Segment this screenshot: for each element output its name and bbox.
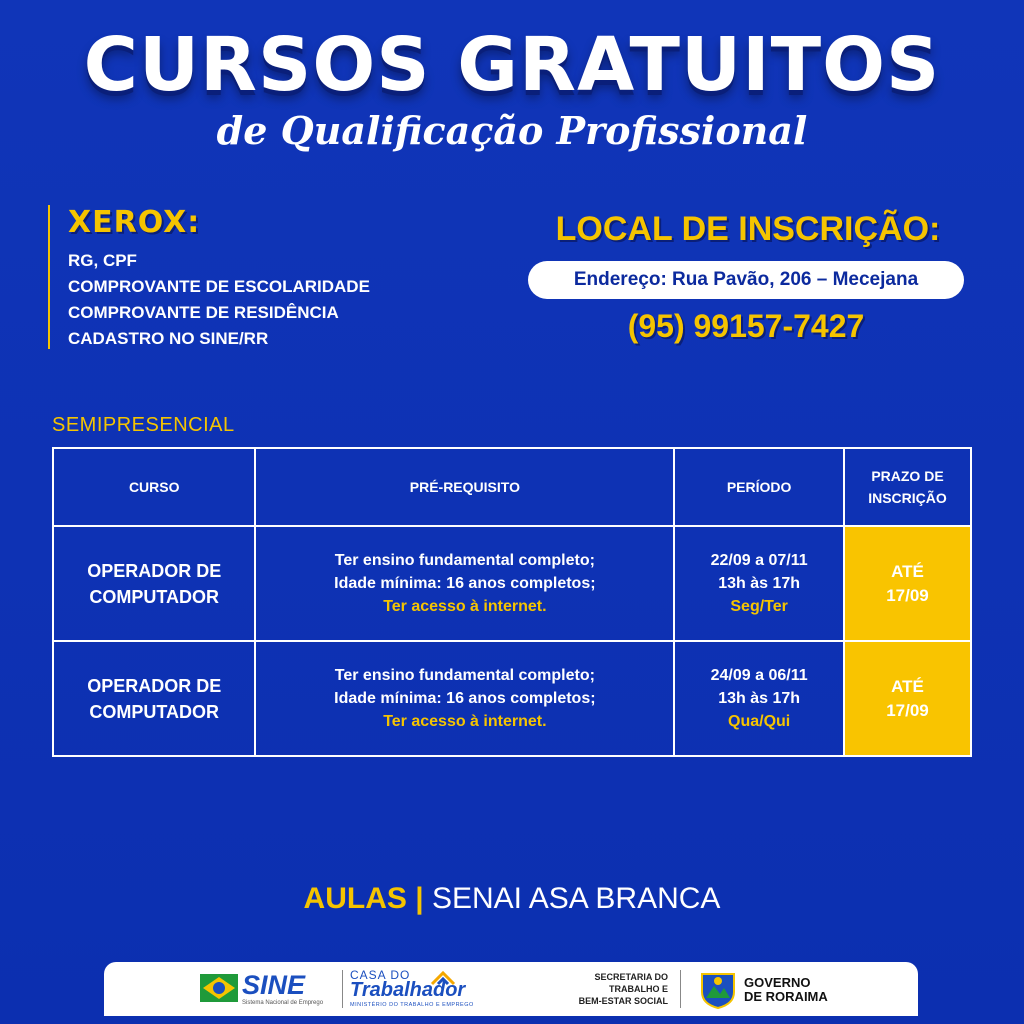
curso-line2: COMPUTADOR bbox=[89, 586, 220, 607]
xerox-title: XEROX: bbox=[68, 205, 201, 240]
header-curso: CURSO bbox=[53, 448, 255, 526]
xerox-item: CADASTRO NO SINE/RR bbox=[68, 329, 269, 348]
classes-location bbox=[0, 882, 1024, 916]
secretaria-text bbox=[562, 971, 668, 1007]
page-subtitle: de Qualificação Profissional bbox=[216, 108, 808, 153]
header-prazo-line2: INSCRIÇÃO bbox=[868, 490, 947, 506]
curso-line1: OPERADOR DE bbox=[87, 560, 222, 581]
table-row bbox=[53, 641, 971, 756]
periodo-hours: 13h às 17h bbox=[718, 690, 801, 707]
registration-address: Endereço: Rua Pavão, 206 – Mecejana bbox=[528, 261, 964, 299]
classes-label: AULAS bbox=[303, 882, 407, 915]
secretaria-line1: SECRETARIA DO bbox=[594, 972, 668, 982]
xerox-item: COMPROVANTE DE ESCOLARIDADE bbox=[68, 277, 370, 296]
logo-divider bbox=[342, 970, 343, 1008]
header-prerequisito: PRÉ-REQUISITO bbox=[255, 448, 674, 526]
casa-do-trabalhador-logo bbox=[350, 968, 474, 1008]
registration-location-title: LOCAL DE INSCRIÇÃO: bbox=[555, 210, 941, 248]
prazo-line2: 17/09 bbox=[886, 585, 929, 605]
casa-top-text: CASA DO bbox=[350, 968, 411, 982]
registration-phone[interactable]: (95) 99157-7427 bbox=[627, 308, 865, 344]
casa-sub-text: MINISTÉRIO DO TRABALHO E EMPREGO bbox=[350, 1002, 474, 1008]
req-line2: Idade mínima: 16 anos completos; bbox=[334, 575, 596, 592]
casa-main-text: Trabalhador bbox=[350, 979, 466, 1001]
table-row bbox=[53, 526, 971, 641]
periodo-dates: 24/09 a 06/11 bbox=[710, 667, 808, 684]
governo-roraima-text bbox=[744, 976, 828, 1004]
cell-prazo bbox=[844, 641, 971, 756]
header-prazo bbox=[844, 448, 971, 526]
periodo-days: Qua/Qui bbox=[728, 713, 791, 730]
req-line1: Ter ensino fundamental completo; bbox=[334, 667, 595, 684]
secretaria-line2: TRABALHO E bbox=[609, 984, 668, 994]
curso-line1: OPERADOR DE bbox=[87, 675, 222, 696]
logo-divider bbox=[680, 970, 681, 1008]
courses-table bbox=[52, 447, 972, 757]
header-periodo: PERÍODO bbox=[674, 448, 844, 526]
req-line1: Ter ensino fundamental completo; bbox=[334, 552, 595, 569]
header-prazo-line1: PRAZO DE bbox=[871, 468, 944, 484]
cell-prerequisito bbox=[255, 641, 674, 756]
page-title: CURSOS GRATUITOS bbox=[83, 22, 941, 108]
sine-subtitle: Sistema Nacional de Emprego bbox=[242, 1000, 324, 1006]
prazo-line1: ATÉ bbox=[891, 561, 924, 581]
sine-wordmark: SINE bbox=[242, 970, 306, 1000]
footer-logos-bar bbox=[104, 962, 918, 1016]
house-icon bbox=[430, 970, 456, 986]
cell-prerequisito bbox=[255, 526, 674, 641]
periodo-days: Seg/Ter bbox=[730, 598, 788, 615]
xerox-item: RG, CPF bbox=[68, 251, 137, 270]
cell-prazo bbox=[844, 526, 971, 641]
brazil-flag-icon bbox=[200, 974, 238, 1002]
xerox-item: COMPROVANTE DE RESIDÊNCIA bbox=[68, 303, 339, 322]
table-header-row bbox=[53, 448, 971, 526]
course-mode-label: SEMIPRESENCIAL bbox=[52, 414, 235, 436]
xerox-requirements bbox=[48, 205, 370, 349]
periodo-hours: 13h às 17h bbox=[718, 575, 801, 592]
cell-curso bbox=[53, 526, 255, 641]
prazo-line1: ATÉ bbox=[891, 676, 924, 696]
roraima-crest-icon bbox=[698, 968, 738, 1010]
curso-line2: COMPUTADOR bbox=[89, 701, 220, 722]
gov-line1: GOVERNO bbox=[744, 975, 811, 990]
periodo-dates: 22/09 a 07/11 bbox=[710, 552, 808, 569]
classes-venue: SENAI ASA BRANCA bbox=[431, 882, 721, 915]
gov-line2: DE RORAIMA bbox=[744, 989, 828, 1004]
req-line2: Idade mínima: 16 anos completos; bbox=[334, 690, 596, 707]
req-line3: Ter acesso à internet. bbox=[383, 713, 547, 730]
cell-periodo bbox=[674, 641, 844, 756]
prazo-line2: 17/09 bbox=[886, 700, 929, 720]
req-line3: Ter acesso à internet. bbox=[383, 598, 547, 615]
secretaria-line3: BEM-ESTAR SOCIAL bbox=[578, 996, 668, 1006]
classes-separator: | bbox=[415, 882, 424, 915]
cell-curso bbox=[53, 641, 255, 756]
cell-periodo bbox=[674, 526, 844, 641]
